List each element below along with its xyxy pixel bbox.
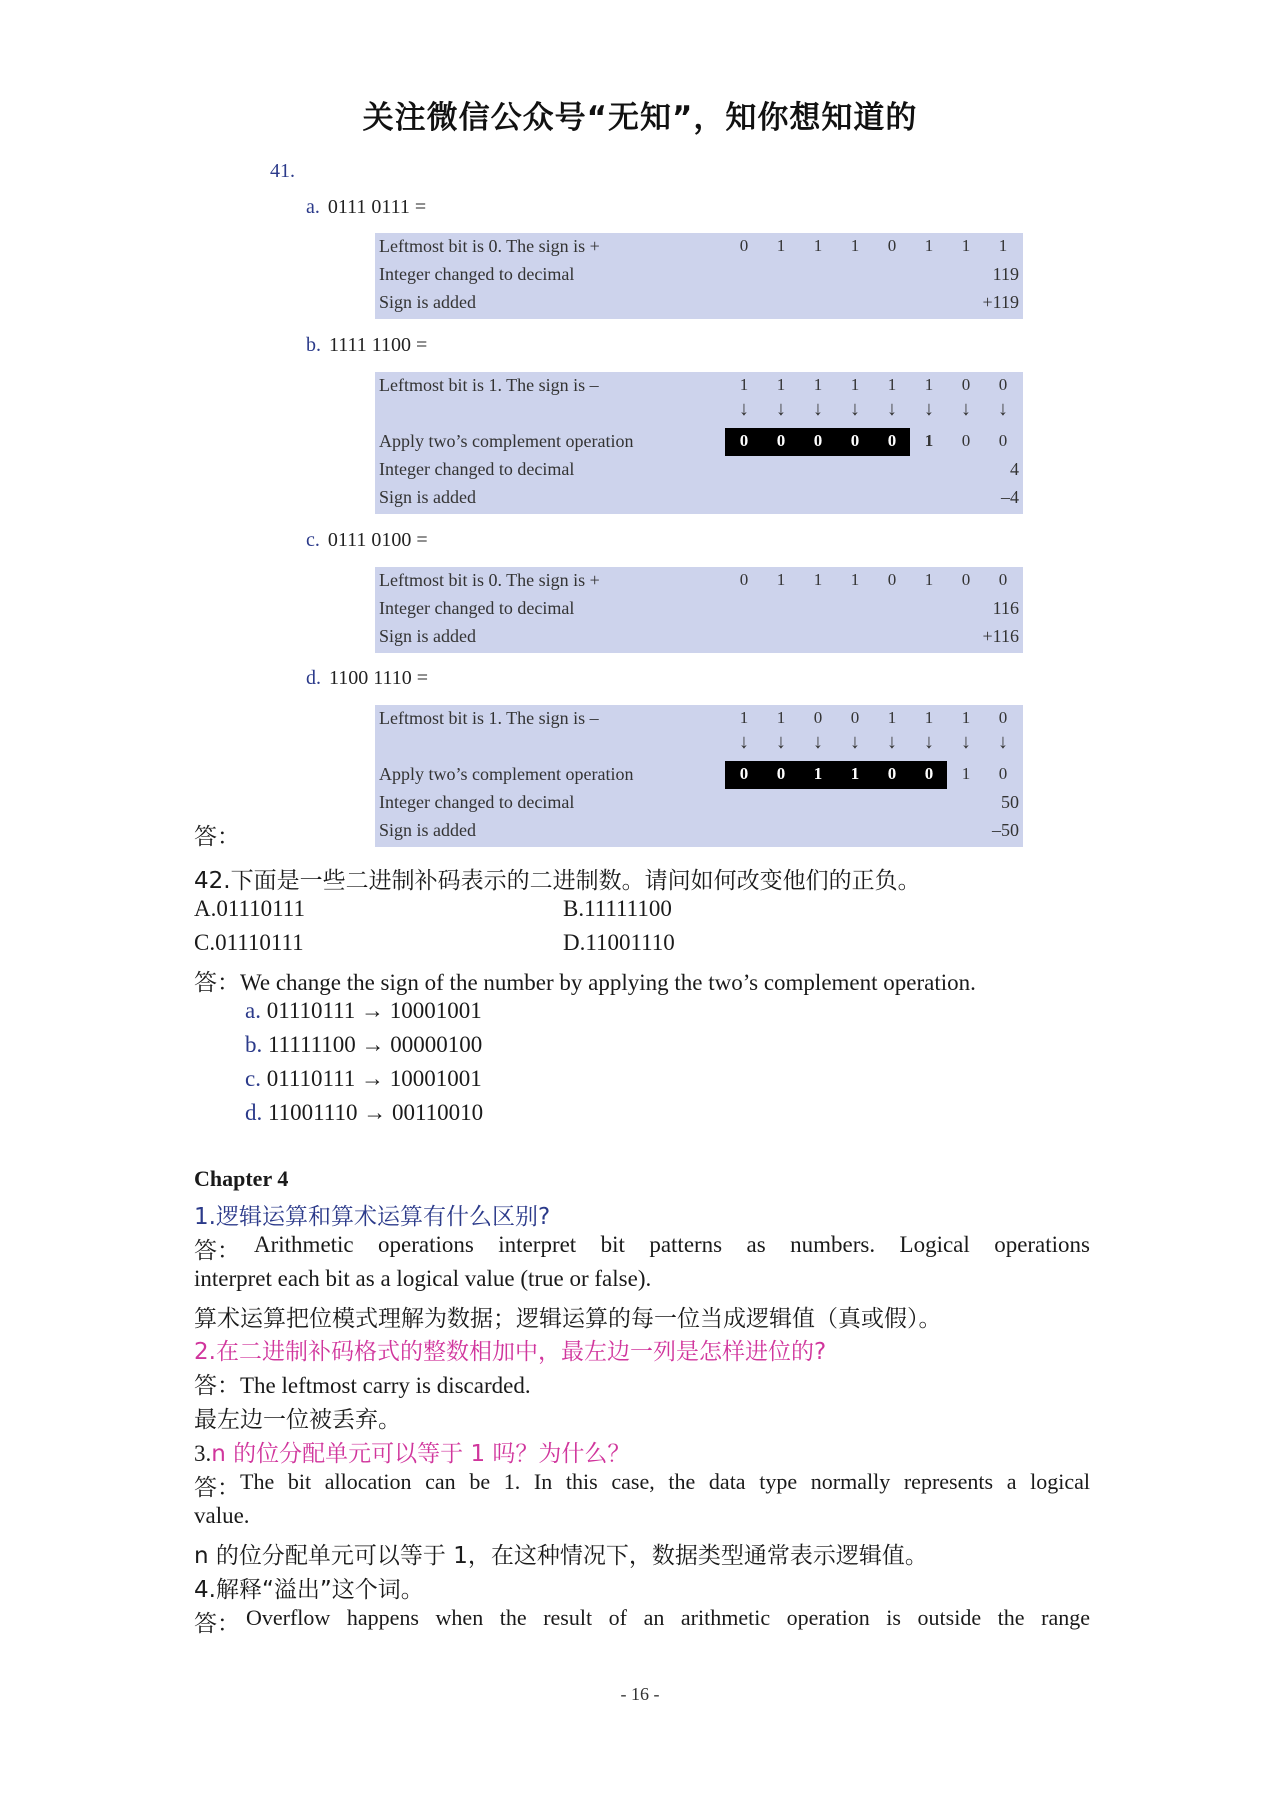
ch4-q3-answer-line2: value. [194, 1503, 250, 1528]
row-label: Leftmost bit is 0. The sign is + [379, 570, 600, 590]
row-value: –4 [1001, 487, 1019, 507]
table-row [375, 289, 1023, 317]
bit-cell: 1 [924, 431, 934, 450]
down-arrow-icon: ↓ [739, 398, 749, 420]
table-row [375, 398, 1023, 426]
part-value: 1111 1100 = [329, 334, 428, 356]
table-row [375, 428, 1023, 456]
answer-prefix: 答： [194, 1611, 240, 1637]
row-label: Apply two’s complement operation [379, 764, 634, 784]
question-text: n 的位分配单元可以等于 1 吗？为什么？ [211, 1441, 631, 1467]
answer-prefix: 答： [194, 970, 240, 996]
bit-cell-inverted: 1 [850, 764, 860, 783]
item-text: 01110111 → 10001001 [266, 1066, 482, 1091]
bit-cell-inverted: 0 [776, 764, 786, 783]
bit-cell-inverted: 1 [813, 764, 823, 783]
row-label: Integer changed to decimal [379, 598, 575, 618]
q41-part-a-heading [306, 196, 426, 219]
table-row [375, 595, 1023, 623]
q42-option-a: A.01110111 [194, 896, 305, 921]
page-number: - 16 - [620, 1684, 660, 1704]
bit-cell-inverted: 0 [813, 431, 823, 450]
part-value: 0111 0100 = [327, 529, 428, 551]
q42-option-d: D.11001110 [563, 930, 675, 955]
ch4-question-1: 1.逻辑运算和算术运算有什么区别? [194, 1204, 551, 1230]
bit-cell: 1 [961, 764, 971, 783]
bit-cell: 0 [998, 570, 1008, 589]
q41-part-c-heading [306, 529, 428, 552]
q41-part-b-table [375, 372, 1023, 514]
bit-cell: 1 [924, 570, 934, 589]
row-label: Integer changed to decimal [379, 264, 575, 284]
part-letter: b. [306, 334, 321, 356]
bit-cell: 0 [887, 570, 897, 589]
table-row [375, 261, 1023, 289]
bit-cell-inverted: 0 [850, 431, 860, 450]
answer-text: We change the sign of the number by applying the two’s complement operation. [240, 970, 976, 995]
bit-cell-inverted: 0 [776, 431, 786, 450]
bit-cell-inverted: 0 [887, 431, 897, 450]
down-arrow-icon: ↓ [961, 731, 971, 753]
table-row [375, 731, 1023, 759]
q41-answer-label: 答： [194, 824, 240, 850]
bit-cell: 1 [739, 375, 749, 394]
ch4-question-2: 2.在二进制补码格式的整数相加中，最左边一列是怎样进位的? [194, 1339, 827, 1365]
table-row [375, 567, 1023, 595]
row-value: +119 [982, 292, 1019, 312]
answer-prefix: 答： [194, 1238, 240, 1264]
answer-text: The bit allocation can be 1. In this case, the data type normally represents a logical [240, 1469, 1090, 1494]
q41-part-c-table [375, 567, 1023, 653]
ch4-q2-answer-cn: 最左边一位被丢弃。 [194, 1407, 401, 1433]
row-label: Leftmost bit is 1. The sign is – [379, 375, 599, 395]
row-label: Sign is added [379, 487, 476, 507]
part-letter: a. [306, 196, 320, 218]
bit-cell: 0 [961, 570, 971, 589]
bit-cell: 0 [850, 708, 860, 727]
row-value: 50 [1001, 792, 1019, 812]
answer-prefix: 答： [194, 1373, 240, 1399]
bit-cell: 0 [739, 570, 749, 589]
table-row [375, 789, 1023, 817]
bit-cell: 1 [776, 708, 786, 727]
part-value: 0111 0111 = [327, 196, 427, 218]
row-value: –50 [992, 820, 1019, 840]
bit-cell: 0 [998, 431, 1008, 450]
bit-cell: 1 [887, 375, 897, 394]
bit-cell: 0 [961, 375, 971, 394]
down-arrow-icon: ↓ [776, 731, 786, 753]
ch4-q1-answer-line1 [194, 1232, 1090, 1265]
down-arrow-icon: ↓ [887, 398, 897, 420]
ch4-q1-answer-cn: 算术运算把位模式理解为数据；逻辑运算的每一位当成逻辑值（真或假）。 [194, 1306, 942, 1332]
down-arrow-icon: ↓ [924, 731, 934, 753]
ch4-q3-answer-cn: n 的位分配单元可以等于 1，在这种情况下，数据类型通常表示逻辑值。 [194, 1543, 928, 1569]
bit-cell: 1 [739, 708, 749, 727]
bit-cell: 0 [998, 375, 1008, 394]
part-value: 1100 1110 = [329, 667, 429, 689]
bit-cell: 0 [813, 708, 823, 727]
table-row [375, 456, 1023, 484]
bit-cell-inverted: 0 [924, 764, 934, 783]
bit-cell: 1 [776, 236, 786, 255]
bit-cell: 1 [850, 236, 860, 255]
down-arrow-icon: ↓ [813, 398, 823, 420]
down-arrow-icon: ↓ [850, 398, 860, 420]
q42-option-b: B.11111100 [563, 896, 672, 921]
ch4-q2-answer [194, 1367, 531, 1400]
row-value: 119 [992, 264, 1019, 284]
ch4-q3-answer-line1 [194, 1469, 1090, 1502]
down-arrow-icon: ↓ [924, 398, 934, 420]
row-label: Sign is added [379, 820, 476, 840]
row-label: Leftmost bit is 1. The sign is – [379, 708, 599, 728]
bit-cell: 1 [998, 236, 1008, 255]
q41-part-b-heading [306, 334, 427, 357]
row-label: Leftmost bit is 0. The sign is + [379, 236, 600, 256]
row-label: Integer changed to decimal [379, 459, 575, 479]
table-row [375, 817, 1023, 845]
answer-text: Arithmetic operations interpret bit patterns as numbers. Logical operations [254, 1232, 1090, 1257]
bit-cell: 1 [961, 236, 971, 255]
item-text: 11001110 → 00110010 [268, 1100, 484, 1125]
q42-item-a [245, 998, 482, 1024]
table-row [375, 623, 1023, 651]
bit-cell: 1 [924, 708, 934, 727]
ch4-q1-answer-line2: interpret each bit as a logical value (true or false). [194, 1266, 652, 1291]
row-label: Sign is added [379, 292, 476, 312]
down-arrow-icon: ↓ [887, 731, 897, 753]
bit-cell: 1 [813, 375, 823, 394]
bit-cell: 1 [924, 236, 934, 255]
item-letter: a. [245, 998, 261, 1023]
bit-cell-inverted: 0 [739, 431, 749, 450]
down-arrow-icon: ↓ [998, 398, 1008, 420]
q42-item-b [245, 1032, 482, 1058]
bit-cell: 0 [739, 236, 749, 255]
down-arrow-icon: ↓ [850, 731, 860, 753]
bit-cell: 1 [776, 570, 786, 589]
table-row [375, 484, 1023, 512]
bit-cell: 1 [776, 375, 786, 394]
q41-part-a-table [375, 233, 1023, 319]
item-text: 11111100 → 00000100 [268, 1032, 483, 1057]
bit-cell: 1 [850, 375, 860, 394]
table-row [375, 705, 1023, 733]
bit-cell-inverted: 0 [887, 764, 897, 783]
row-label: Sign is added [379, 626, 476, 646]
part-letter: c. [306, 529, 320, 551]
answer-prefix: 答： [194, 1475, 240, 1501]
q41-part-d-heading [306, 667, 428, 690]
bit-cell: 0 [961, 431, 971, 450]
item-letter: b. [245, 1032, 263, 1057]
table-row [375, 761, 1023, 789]
row-label: Integer changed to decimal [379, 792, 575, 812]
item-letter: c. [245, 1066, 261, 1091]
ch4-question-4: 4.解释“溢出”这个词。 [194, 1577, 424, 1603]
answer-text: Overflow happens when the result of an arithmetic operation is outside the range [246, 1605, 1090, 1630]
question-number: 3. [194, 1441, 212, 1466]
bit-cell-inverted: 0 [739, 764, 749, 783]
down-arrow-icon: ↓ [961, 398, 971, 420]
bit-cell: 1 [850, 570, 860, 589]
row-value: 4 [1010, 459, 1019, 479]
bit-cell: 1 [961, 708, 971, 727]
answer-text: The leftmost carry is discarded. [240, 1373, 531, 1398]
q42-option-c: C.01110111 [194, 930, 304, 955]
down-arrow-icon: ↓ [739, 731, 749, 753]
ch4-q4-answer [194, 1605, 1090, 1638]
down-arrow-icon: ↓ [998, 731, 1008, 753]
q41-part-d-table [375, 705, 1023, 847]
bit-cell: 1 [813, 236, 823, 255]
down-arrow-icon: ↓ [813, 731, 823, 753]
bit-cell: 1 [924, 375, 934, 394]
bit-cell: 1 [887, 708, 897, 727]
item-letter: d. [245, 1100, 263, 1125]
page-header-title: 关注微信公众号“无知”，知你想知道的 [362, 100, 918, 136]
bit-cell: 0 [887, 236, 897, 255]
q42-item-c [245, 1066, 482, 1092]
q42-answer [194, 964, 976, 997]
table-row [375, 372, 1023, 400]
q42-item-d [245, 1100, 483, 1126]
chapter-heading: Chapter 4 [194, 1166, 289, 1191]
bit-cell: 0 [998, 764, 1008, 783]
row-value: 116 [992, 598, 1019, 618]
part-letter: d. [306, 667, 321, 689]
bit-cell: 0 [998, 708, 1008, 727]
down-arrow-icon: ↓ [776, 398, 786, 420]
ch4-question-3 [194, 1435, 630, 1468]
question-41-number: 41. [270, 160, 295, 182]
row-value: +116 [982, 626, 1019, 646]
item-text: 01110111 → 10001001 [266, 998, 482, 1023]
bit-cell: 1 [813, 570, 823, 589]
row-label: Apply two’s complement operation [379, 431, 634, 451]
question-42-text: 42.下面是一些二进制补码表示的二进制数。请问如何改变他们的正负。 [194, 868, 921, 894]
table-row [375, 233, 1023, 261]
